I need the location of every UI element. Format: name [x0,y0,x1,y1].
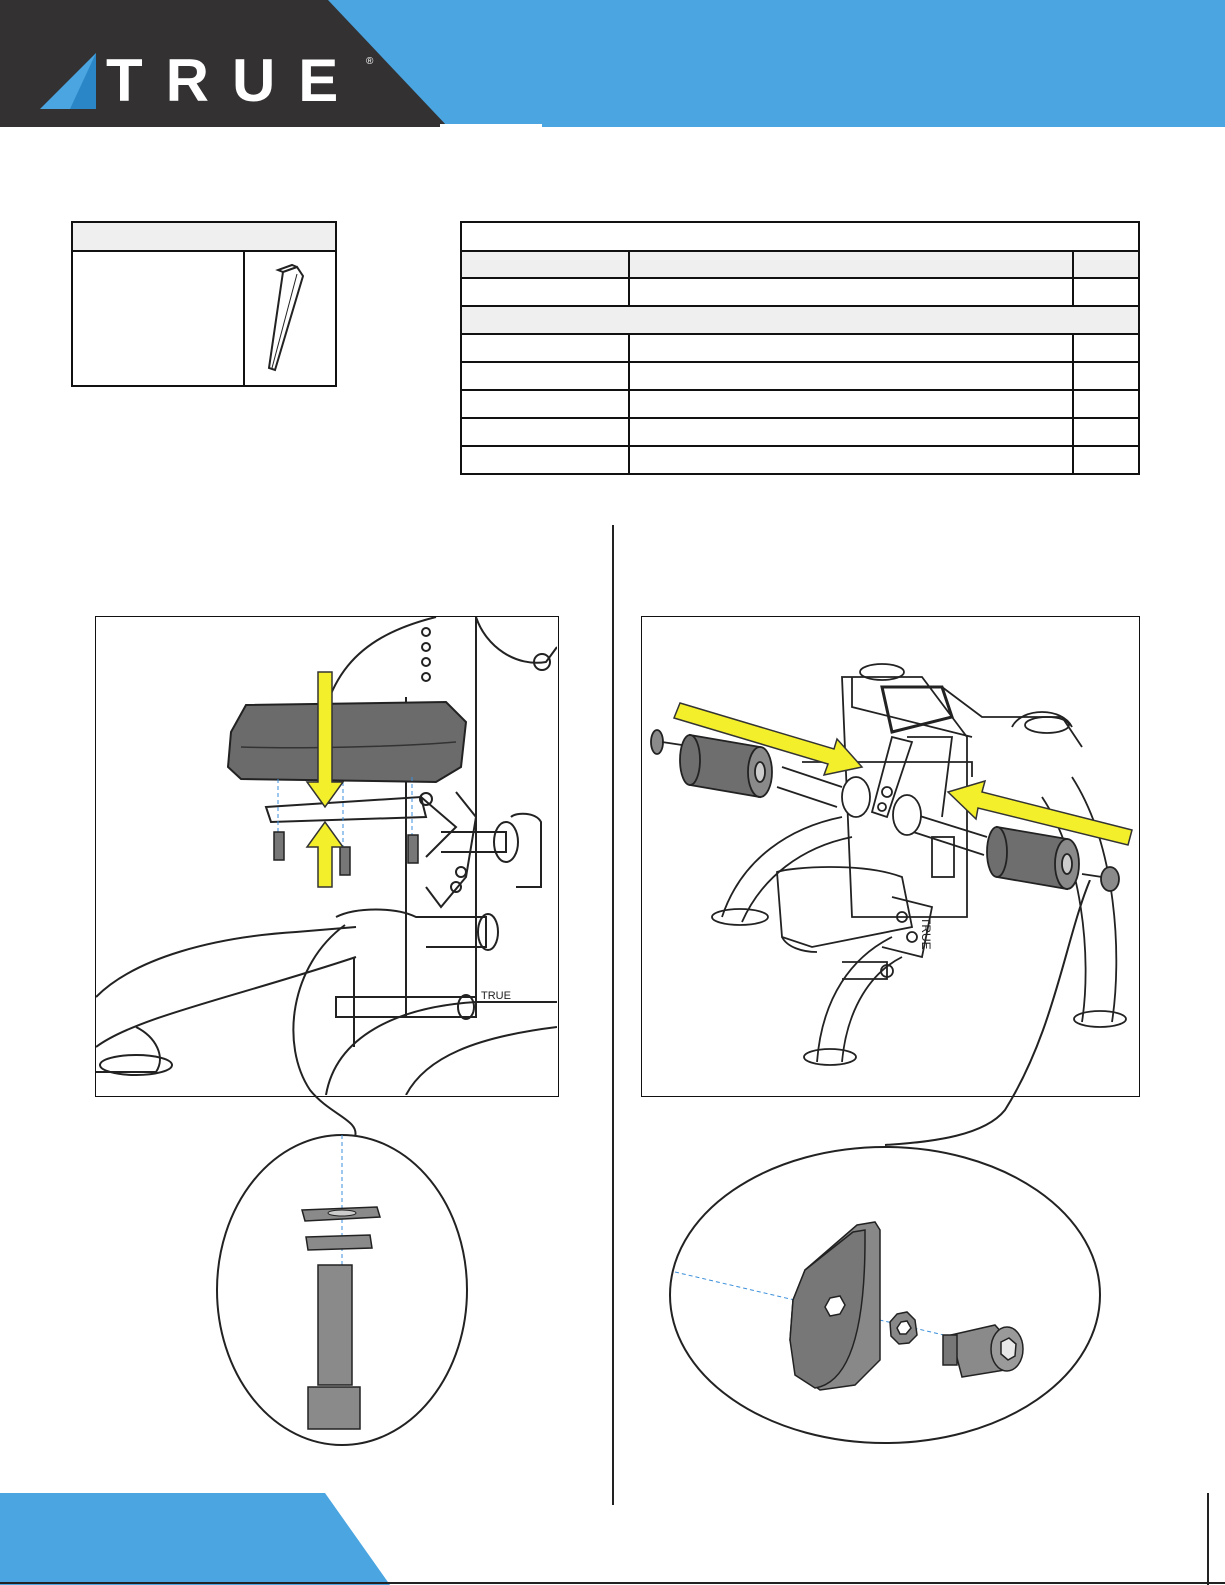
tools-table-image-cell [244,251,336,386]
right-detail-callout [665,880,1110,1450]
tools-table [71,221,337,387]
brand-name: TRUE [106,47,362,114]
table-row [461,334,629,362]
svg-text:TRUE: TRUE [481,990,511,1002]
brand-registered-mark: ® [366,56,374,67]
table-row [461,278,629,306]
column-divider [612,525,614,1505]
table-row [461,418,629,446]
table-row [461,362,629,390]
table-row [461,446,629,474]
tools-table-header [72,222,336,251]
left-detail-callout [210,905,490,1450]
svg-text:TRUE: TRUE [919,917,933,950]
tools-table-label-cell [72,251,244,386]
footer-band [0,1493,1225,1585]
hardware-col-description [629,251,1073,278]
hardware-subheader [461,306,1139,334]
hardware-table-title [461,222,1139,251]
hardware-table [460,221,1140,475]
table-row [461,390,629,418]
arrow-up-icon [307,822,343,887]
hardware-col-qty [1073,251,1139,278]
hardware-col-part [461,251,629,278]
logo-mark-icon [40,53,96,109]
hex-key-icon [245,252,335,380]
brand-logo [40,47,374,114]
